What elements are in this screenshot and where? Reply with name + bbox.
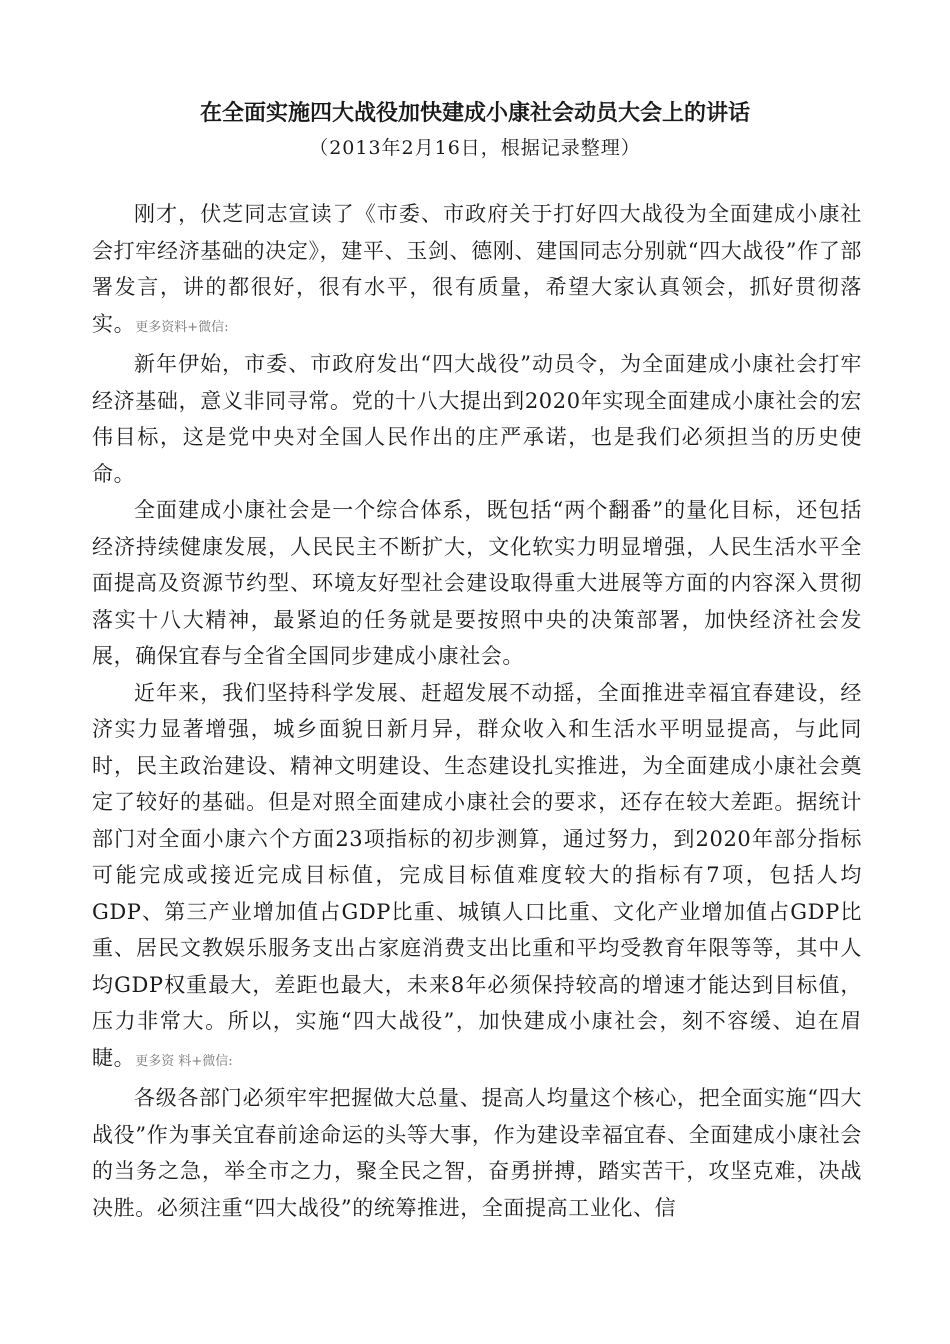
inline-note: 更多资 料+微信: [135, 1053, 233, 1069]
paragraph-text: 新年伊始，市委、市政府发出“四大战役”动员令，为全面建成小康社会打牢经济基础，意义非同寻常。党的十八大提出到2020年实现全面建成小康社会的宏伟目标，这是党中央对全国人民作出的庄严承诺，也是我们必须担当的历史使命。 [92, 352, 862, 486]
document-subtitle: （2013年2月16日，根据记录整理） [309, 137, 641, 159]
document-body [92, 196, 862, 1226]
paragraph-text: 近年来，我们坚持科学发展、赶超发展不动摇，全面推进幸福宜春建设，经济实力显著增强，城乡面貌日新月异，群众收入和生活水平明显提高，与此同时，民主政治建设、精神文明建设、生态建设扎实推进，为全面建成小康社会奠定了较好的基础。但是对照全面建成小康社会的要求，还存在较大差距。据统计部门对全面小康六个方面23项指标的初步测算，通过努力，到2020年部分指标可能完成或接近完成目标值，完成目标值难度较大的指标有7项，包括人均GDP、第三产业增加值占GDP比重、城镇人口比重、文化产业增加值占GDP比重、居民文教娱乐服务支出占家庭消费支出比重和平均受教育年限等等，其中人均GDP权重最大，差距也最大，未来8年必须保持较高的增速才能达到目标值，压力非常大。所以，实施“四大战役”，加快建成小康社会，刻不容缓、迫在眉睫。 [92, 680, 862, 1070]
paragraph-text: 刚才，伏芝同志宣读了《市委、市政府关于打好四大战役为全面建成小康社会打牢经济基础的决定》，建平、玉剑、德刚、建国同志分别就“四大战役”作了部署发言，讲的都很好，很有水平，很有质量，希望大家认真领会，抓好贯彻落实。 [92, 202, 862, 336]
inline-note: 更多资料+微信: [135, 319, 229, 335]
paragraph-text: 各级各部门必须牢牢把握做大总量、提高人均量这个核心，把全面实施“四大战役”作为事关宜春前途命运的头等大事，作为建设幸福宜春、全面建成小康社会的当务之急，举全市之力，聚全民之智，奋勇拼搏，踏实苦干，攻坚克难，决战决胜。必须注重“四大战役”的统筹推进，全面提高工业化、信 [92, 1086, 862, 1220]
paragraph [92, 1080, 862, 1226]
paragraph [92, 196, 862, 346]
paragraph [92, 675, 862, 1081]
document-title: 在全面实施四大战役加快建成小康社会动员大会上的讲话 [199, 100, 750, 126]
paragraph [92, 346, 862, 492]
paragraph [92, 492, 862, 675]
paragraph-text: 全面建成小康社会是一个综合体系，既包括“两个翻番”的量化目标，还包括经济持续健康发展，人民民主不断扩大，文化软实力明显增强，人民生活水平全面提高及资源节约型、环境友好型社会建设取得重大进展等方面的内容深入贯彻落实十八大精神，最紧迫的任务就是要按照中央的决策部署，加快经济社会发展，确保宜春与全省全国同步建成小康社会。 [92, 498, 862, 668]
